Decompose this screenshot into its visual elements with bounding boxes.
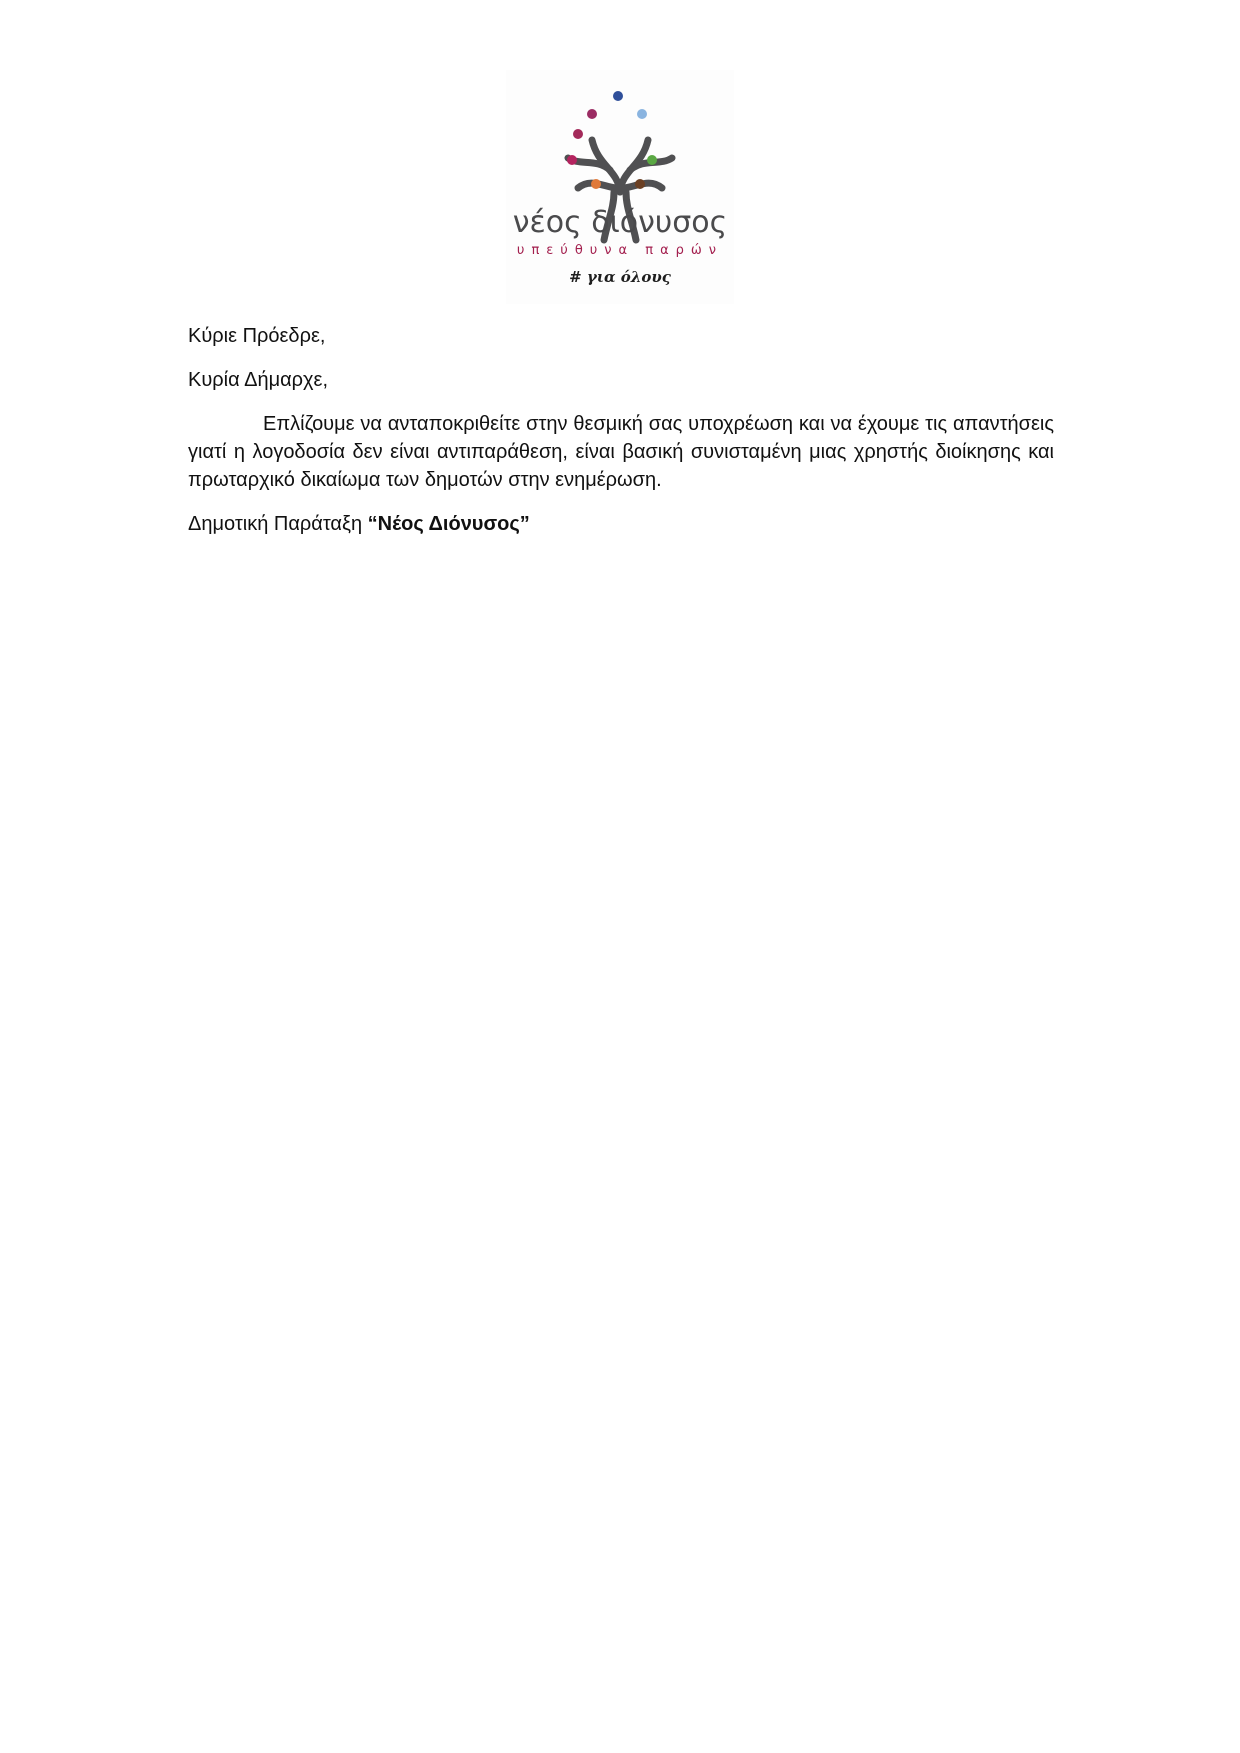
logo-hashtag: # για όλους (569, 268, 671, 286)
dot-brown-icon (635, 179, 645, 189)
party-logo (506, 70, 734, 304)
signature-prefix: Δημοτική Παράταξη (188, 513, 368, 535)
letter-paragraph: Επλίζουμε να ανταποκριθείτε στην θεσμική σας υποχρέωση και να έχουμε τις απαντήσεις γιατί η λογοδοσία δεν είναι αντιπαράθεση, είναι βασική συνισταμένη μιας χρηστής διοίκησης και πρωταρχικό δικαίωμα των δημοτών στην ενημέρωση. (188, 413, 1054, 491)
dot-blue-icon (613, 91, 623, 101)
dot-plum-icon (587, 109, 597, 119)
dot-purple-icon (573, 129, 583, 139)
dot-orange-icon (591, 179, 601, 189)
salutation-mayor: Κυρία Δήμαρχε, (188, 369, 329, 391)
signature-line (188, 510, 1054, 538)
dot-magenta-icon (567, 155, 577, 165)
dot-lightblue-icon (637, 109, 647, 119)
letter-body (188, 322, 1054, 538)
tree-logo-icon (506, 70, 734, 304)
signature-party-name: “Νέος Διόνυσος” (367, 513, 530, 535)
dot-green-icon (647, 155, 657, 165)
logo-tagline: υπεύθυνα παρών (516, 243, 724, 258)
salutation-president: Κύριε Πρόεδρε, (188, 325, 326, 347)
logo-name: νέος διόνυσος (512, 205, 728, 240)
